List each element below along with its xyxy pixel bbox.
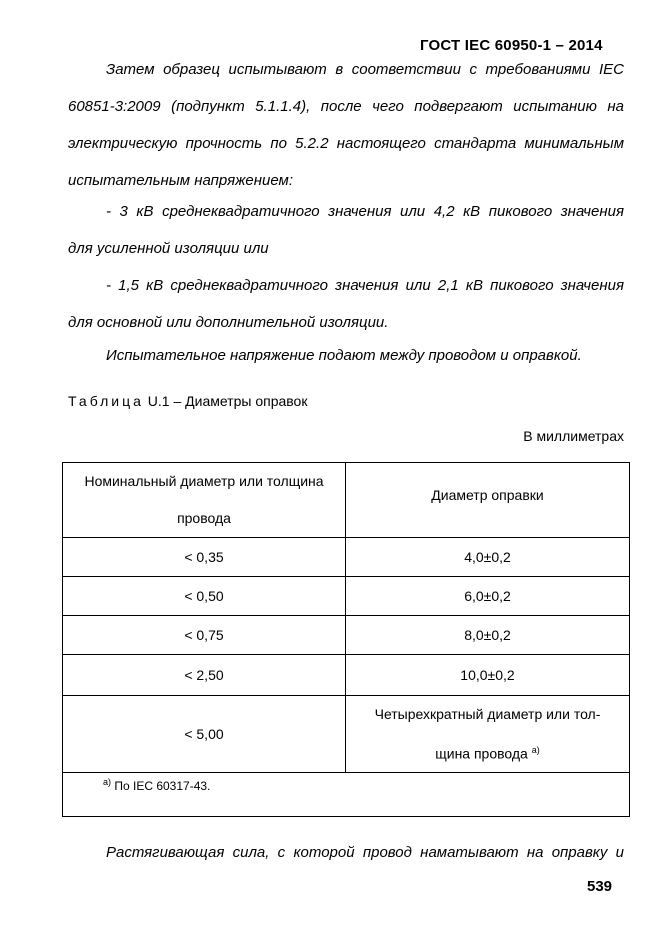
footnote-marker: a): [531, 745, 540, 755]
paragraph-line: Испытательное напряжение подают между проводом и оправкой.: [106, 347, 582, 364]
paragraph-line: Растягивающая сила, с которой провод наматывают на оправку и: [106, 844, 624, 861]
paragraph-tension: [68, 834, 624, 871]
cell-mandrel-line: Четырехкратный диаметр или тол-: [374, 706, 601, 722]
paragraph-line: электрическую прочность по 5.2.2 настоящего стандарта минимальным: [68, 135, 624, 152]
mandrel-diameter-table: [62, 462, 630, 817]
table-caption-word: Таблица: [68, 393, 144, 409]
voltage-list: [68, 193, 624, 341]
cell-mandrel: 4,0±0,2: [346, 538, 630, 577]
table-header-row: [63, 463, 630, 538]
table-row: [63, 616, 630, 655]
cell-mandrel: 8,0±0,2: [346, 616, 630, 655]
paragraph-line: испытательным напряжением:: [68, 172, 293, 189]
page-number: 539: [587, 878, 613, 895]
cell-wire: < 2,50: [63, 655, 346, 696]
paragraph-test-voltage: [68, 337, 624, 374]
table-footnote-row: [63, 772, 630, 816]
column-header-wire-diameter: [63, 463, 346, 538]
paragraph-line: 60851-3:2009 (подпункт 5.1.1.4), после чего подвергают испытанию на: [68, 98, 624, 115]
list-item-line: - 1,5 кВ среднеквадратичного значения или 2,1 кВ пикового значения: [106, 277, 624, 294]
document-header: ГОСТ IEC 60950-1 – 2014: [420, 37, 603, 54]
cell-wire: < 0,35: [63, 538, 346, 577]
list-item-line: - 3 кВ среднеквадратичного значения или 4,2 кВ пикового значения: [106, 203, 624, 220]
header-line: Номинальный диаметр или толщина: [84, 473, 324, 489]
table-caption-title: U.1 – Диаметры оправок: [147, 393, 308, 409]
paragraph-line: Затем образец испытывают в соответствии с требованиями IEC: [106, 61, 624, 78]
table-row: [63, 538, 630, 577]
footnote-marker: a): [103, 776, 112, 787]
cell-wire: < 0,75: [63, 616, 346, 655]
cell-mandrel: 10,0±0,2: [346, 655, 630, 696]
cell-mandrel: [346, 696, 630, 773]
table-row: [63, 696, 630, 773]
table-row: [63, 577, 630, 616]
table-units: В миллиметрах: [523, 428, 624, 444]
cell-wire: < 0,50: [63, 577, 346, 616]
table-caption: [68, 393, 307, 409]
list-item-line: для усиленной изоляции или: [68, 240, 269, 257]
paragraph-test-procedure: [68, 51, 624, 199]
footnote-text: По IEC 60317-43.: [114, 778, 211, 793]
cell-wire: < 5,00: [63, 696, 346, 773]
cell-mandrel-line2: [352, 732, 623, 772]
cell-mandrel: 6,0±0,2: [346, 577, 630, 616]
header-line: провода: [177, 510, 231, 526]
cell-mandrel-text: щина провода: [435, 745, 528, 762]
table-footnote: [63, 772, 630, 816]
list-item-line: для основной или дополнительной изоляции.: [68, 314, 389, 331]
table-row: [63, 655, 630, 696]
column-header-mandrel-diameter: Диаметр оправки: [346, 463, 630, 538]
